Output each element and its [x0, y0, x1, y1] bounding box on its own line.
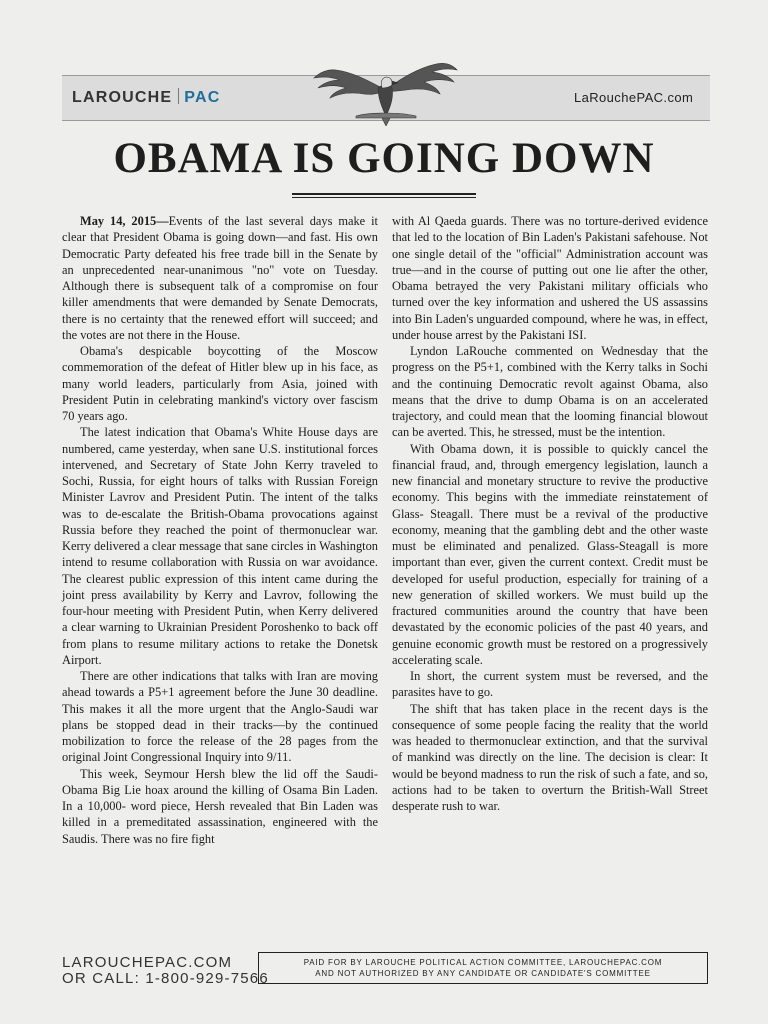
- headline-rule: [292, 193, 476, 195]
- brand-name: LAROUCHE: [72, 89, 173, 106]
- dateline: May 14, 2015—: [80, 214, 169, 228]
- disclaimer-line-2: AND NOT AUTHORIZED BY ANY CANDIDATE OR CANDIDATE'S COMMITTEE: [315, 969, 651, 978]
- article-paragraph: Lyndon LaRouche commented on Wednesday that the progress on the P5+1, combined with the Kerry talks in Sochi and the continuing Democratic revolt against Obama, also means that the drive to dump Obama is on an accelerated trajectory, and could mean that the looming financial blowout can be averted. This, he stressed, must be the intention.: [392, 344, 708, 440]
- article-paragraph: This week, Seymour Hersh blew the lid off the Saudi-Obama Big Lie hoax around the killing of Osama Bin Laden. In a 10,000- word piece, Hersh revealed that Bin Laden was killed in a premeditated assassination, engineered with the Saudis. There was no fire fight: [62, 766, 378, 846]
- disclaimer-line-1: PAID FOR BY LAROUCHE POLITICAL ACTION COMMITTEE, LAROUCHEPAC.COM: [303, 958, 663, 967]
- headline-rule-thin: [292, 197, 476, 198]
- site-url-link[interactable]: LaRouchePAC.com: [574, 90, 694, 105]
- brand-divider: [178, 88, 179, 104]
- article-column-right: [392, 213, 708, 814]
- article-paragraph: With Obama down, it is possible to quickly cancel the financial fraud, and, through emergency legislation, launch a new financial and monetary structure to revive the productive economy. This begins with the immediate reinstatement of Glass- Steagall. There must be a revival of the productive economy, meaning that the gambling debt and the other waste must be eliminated and penalized. Glass-Steagall is more important than ever, given the current context. Credit must be developed for useful production, especially for training of a new generation of skilled workers. We must build up the fractured communities around the country that have been devastated by the economic policies of the past 40 years, and genuine economic growth must be restored on a progressively accelerating scale.: [392, 441, 708, 667]
- article-paragraph: May 14, 2015—Events of the last several days make it clear that President Obama is going down—and fast. His own Democratic Party defeated his free trade bill in the Senate by an unprecedented near-unanimous "no" vote on Tuesday. Although there is subsequent talk of a compromise on four killer amendments that were demanded by Senate Democrats, there is no certainty that the renewed effort will succeed; and the votes are not there in the House.: [62, 214, 378, 342]
- article-column-left: [62, 213, 378, 847]
- article-paragraph: The latest indication that Obama's White House days are numbered, came yesterday, when sane U.S. institutional forces intervened, and Secretary of State John Kerry traveled to Sochi, Russia, for eight hours of talks with Russian Foreign Minister Lavrov and President Putin. The intent of the talks was to de-escalate the British-Obama provocations against Russia before they reached the point of thermonuclear war. Kerry delivered a clear message that sane circles in Washington intend to resume collaboration with Russia on war avoidance. The clearest public expression of this intent came during the joint press availability by Kerry and Lavrov, following the four-hour meeting with President Putin, when Kerry delivered a clear warning to Ukrainian President Poroshenko to back off from plans to resume military actions to retake the Donetsk Airport.: [62, 425, 378, 667]
- eagle-icon: [312, 50, 458, 126]
- article-paragraph: There are other indications that talks with Iran are moving ahead towards a P5+1 agreement before the June 30 deadline. This makes it all the more urgent that the Anglo-Saudi war plans be stopped dead in their tracks—by the continued mobilization to force the release of the 28 pages from the original Joint Congressional Inquiry into 9/11.: [62, 669, 378, 765]
- footer-phone[interactable]: OR CALL: 1-800-929-7566: [62, 970, 269, 987]
- footer-site-link[interactable]: LAROUCHEPAC.COM: [62, 954, 233, 971]
- article-paragraph: Obama's despicable boycotting of the Moscow commemoration of the defeat of Hitler blew up in his face, as many world leaders, particularly from Asia, joined with President Putin in celebrating mankind's victory over fascism 70 years ago.: [62, 344, 378, 423]
- article-paragraph-continued: with Al Qaeda guards. There was no torture-derived evidence that led to the location of Bin Laden's Pakistani safehouse. Not one single detail of the "official" Administration account was true—and in the course of putting out one lie after the other, Obama betrayed the very Pakistani military officials who turned over the key information and ushered the US assassins into Bin Laden's unguarded compound, where he was, in effect, under house arrest by the Pakistani ISI.: [392, 214, 708, 342]
- brand-logo[interactable]: [72, 88, 220, 107]
- article-paragraph: The shift that has taken place in the recent days is the consequence of some people facing the reality that the world was headed to thermonuclear extinction, and that the survival of mankind was directly on the line. The decision is clear: It would be beyond madness to run the risk of such a fate, and so, actions had to be taken to overturn the British-Wall Street desperate rush to war.: [392, 701, 708, 813]
- footer-contact: [62, 955, 269, 987]
- headline: OBAMA IS GOING DOWN: [113, 135, 655, 182]
- article-paragraph: In short, the current system must be reversed, and the parasites have to go.: [392, 669, 708, 700]
- brand-pac: PAC: [184, 89, 221, 106]
- disclaimer-box: [258, 952, 708, 984]
